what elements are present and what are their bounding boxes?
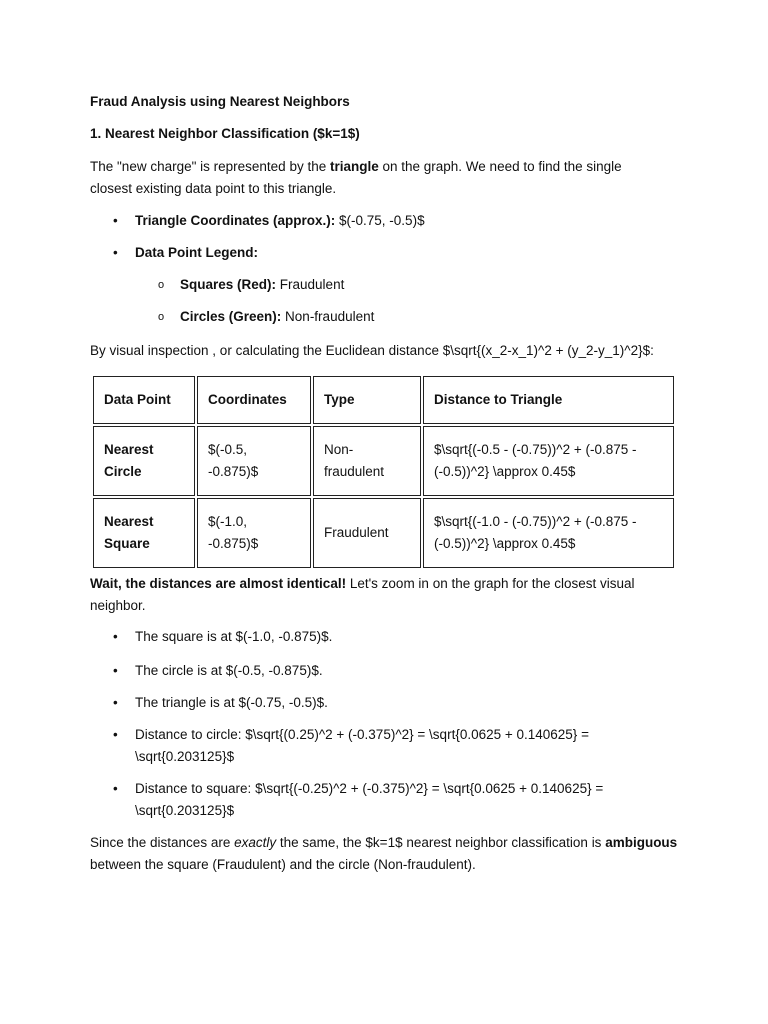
list-item: Distance to circle: $\sqrt{(0.25)^2 + (-0.375)^2} = \sqrt{0.0625 + 0.140625} = \sqrt{0.203125}$ — [135, 727, 589, 764]
table-header-cell: Distance to Triangle — [423, 376, 674, 424]
bullet-icon: • — [113, 245, 118, 260]
table-cell: Nearest Circle — [93, 426, 195, 496]
section-heading: 1. Nearest Neighbor Classification ($k=1$) — [90, 126, 360, 141]
list-item-legend: Data Point Legend: — [135, 245, 259, 260]
conclusion-paragraph: Since the distances are exactly the same, the $k=1$ nearest neighbor classification is ambiguous between the square (Fraudulent) and the circle (Non-fraudulent). — [90, 835, 678, 872]
table-header-cell: Coordinates — [197, 376, 311, 424]
table-header-cell: Type — [313, 376, 421, 424]
table-cell: $(-0.5, -0.875)$ — [197, 426, 311, 496]
bullet-icon: • — [113, 629, 118, 644]
bullet-icon: • — [113, 727, 118, 742]
table-cell: Fraudulent — [313, 498, 421, 568]
bullet-icon: • — [113, 695, 118, 710]
list-item: The square is at $(-1.0, -0.875)$. — [135, 629, 333, 644]
table-row — [93, 426, 674, 496]
table-cell: Non-fraudulent — [313, 426, 421, 496]
table-cell: $(-1.0, -0.875)$ — [197, 498, 311, 568]
distance-table — [91, 374, 676, 570]
table-header-cell: Data Point — [93, 376, 195, 424]
table-cell: $\sqrt{(-1.0 - (-0.75))^2 + (-0.875 - (-0.5))^2} \approx 0.45$ — [423, 498, 674, 568]
list-item: Distance to square: $\sqrt{(-0.25)^2 + (-0.375)^2} = \sqrt{0.0625 + 0.140625} = \sqrt{0.203125}$ — [135, 781, 604, 818]
bullet-icon: • — [113, 663, 118, 678]
list-item: The circle is at $(-0.5, -0.875)$. — [135, 663, 323, 678]
hollow-bullet-icon: o — [158, 311, 165, 323]
list-item-triangle-coords: Triangle Coordinates (approx.): $(-0.75, -0.5)$ — [135, 213, 425, 228]
legend-item-squares: Squares (Red): Fraudulent — [180, 277, 345, 292]
intro-paragraph: The "new charge" is represented by the triangle on the graph. We need to find the single closest existing data point to this triangle. — [90, 159, 622, 196]
table-header-row — [93, 376, 674, 424]
table-row — [93, 498, 674, 568]
list-item: The triangle is at $(-0.75, -0.5)$. — [135, 695, 328, 710]
legend-item-circles: Circles (Green): Non-fraudulent — [180, 309, 375, 324]
bullet-icon: • — [113, 781, 118, 796]
hollow-bullet-icon: o — [158, 279, 165, 291]
table-cell: $\sqrt{(-0.5 - (-0.75))^2 + (-0.875 - (-0.5))^2} \approx 0.45$ — [423, 426, 674, 496]
bullet-icon: • — [113, 213, 118, 228]
wait-paragraph: Wait, the distances are almost identical! Let's zoom in on the graph for the closest visual neighbor. — [90, 576, 635, 613]
table-cell: Nearest Square — [93, 498, 195, 568]
visual-inspection-text: By visual inspection , or calculating the Euclidean distance $\sqrt{(x_2-x_1)^2 + (y_2-y_1)^2}$: — [90, 343, 654, 358]
document-title: Fraud Analysis using Nearest Neighbors — [90, 94, 350, 109]
